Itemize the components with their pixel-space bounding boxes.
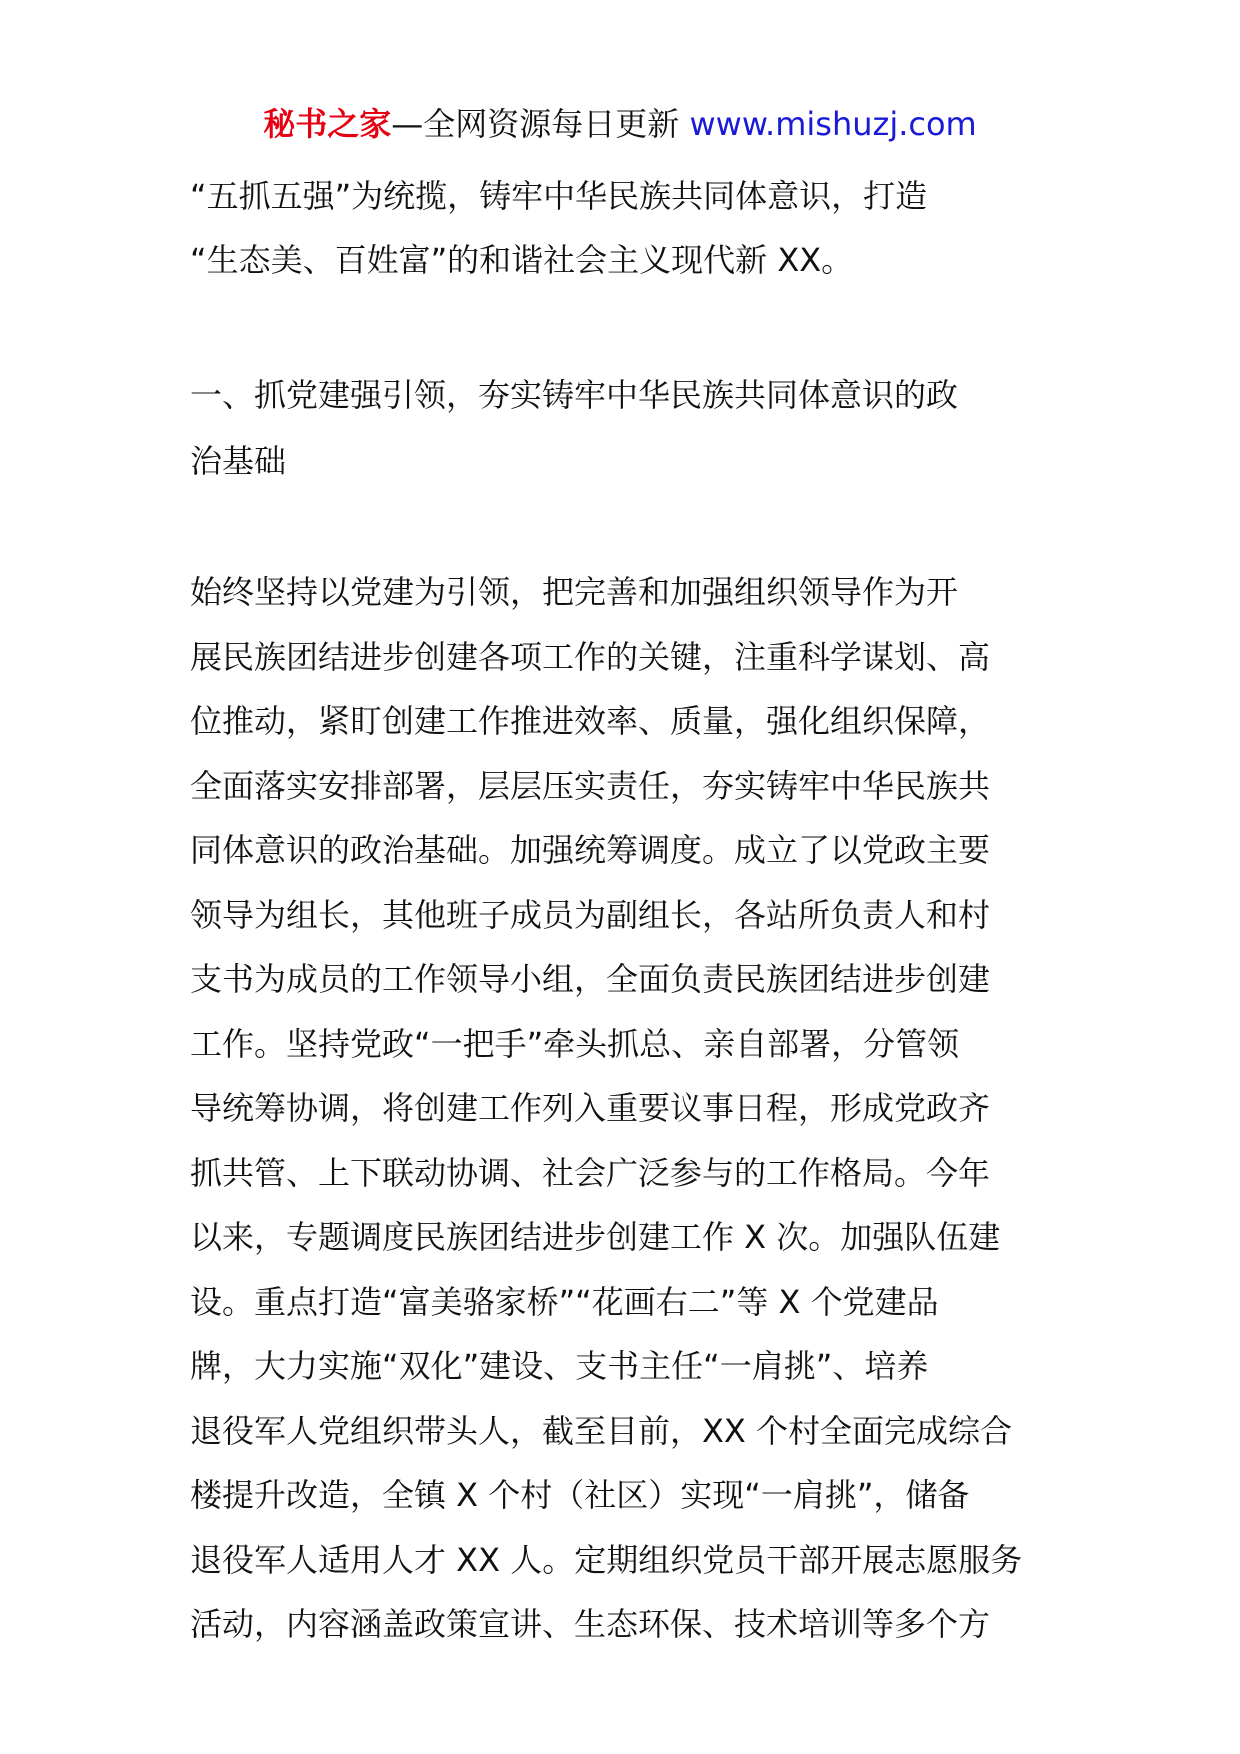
section-heading [190, 362, 1070, 494]
body-line: 同体意识的政治基础。加强统筹调度。成立了以党政主要 [190, 831, 991, 869]
intro-paragraph [190, 164, 1070, 292]
body-line: 领导为组长，其他班子成员为副组长，各站所负责人和村 [190, 895, 991, 934]
body-line: 楼提升改造，全镇 X 个村（社区）实现“一肩挑”，储备 [190, 1476, 970, 1514]
body-line: 活动，内容涵盖政策宣讲、生态环保、技术培训等多个方 [190, 1605, 991, 1643]
heading-line: 治基础 [190, 442, 287, 480]
body-line: 全面落实安排部署，层层压实责任，夯实铸牢中华民族共 [190, 766, 991, 805]
body-line: 位推动，紧盯创建工作推进效率、质量，强化组织保障， [190, 702, 991, 740]
intro-line: “生态美、百姓富”的和谐社会主义现代新 XX。 [190, 241, 854, 279]
body-line: 设。重点打造“富美骆家桥”“花画右二”等 X 个党建品 [190, 1282, 939, 1321]
site-header [0, 98, 1240, 150]
body-line: 抓共管、上下联动协调、社会广泛参与的工作格局。今年 [190, 1153, 991, 1192]
body-line: 以来，专题调度民族团结进步创建工作 X 次。加强队伍建 [190, 1218, 1001, 1256]
intro-line: “五抓五强”为统揽，铸牢中华民族共同体意识，打造 [190, 177, 928, 215]
body-line: 退役军人党组织带头人，截至目前，XX 个村全面完成综合 [190, 1411, 1013, 1450]
body-line: 退役军人适用人才 XX 人。定期组织党员干部开展志愿服务 [190, 1540, 1023, 1579]
body-line: 工作。坚持党政“一把手”牵头抓总、亲自部署，分管领 [190, 1024, 960, 1063]
body-line: 牌，大力实施“双化”建设、支书主任“一肩挑”、培养 [190, 1347, 929, 1385]
header-tagline: —全网资源每日更新 [391, 105, 690, 143]
body-line: 展民族团结进步创建各项工作的关键，注重科学谋划、高 [190, 637, 991, 676]
body-line: 导统筹协调，将创建工作列入重要议事日程，形成党政齐 [190, 1089, 991, 1127]
document-body [190, 164, 1070, 1657]
site-url-link[interactable]: www.mishuzj.com [689, 105, 977, 143]
body-paragraph [190, 560, 1070, 1657]
body-line: 支书为成员的工作领导小组，全面负责民族团结进步创建 [190, 960, 991, 998]
body-line: 始终坚持以党建为引领，把完善和加强组织领导作为开 [190, 573, 959, 611]
heading-line: 一、抓党建强引领，夯实铸牢中华民族共同体意识的政 [190, 376, 959, 414]
brand-name: 秘书之家 [263, 105, 392, 143]
